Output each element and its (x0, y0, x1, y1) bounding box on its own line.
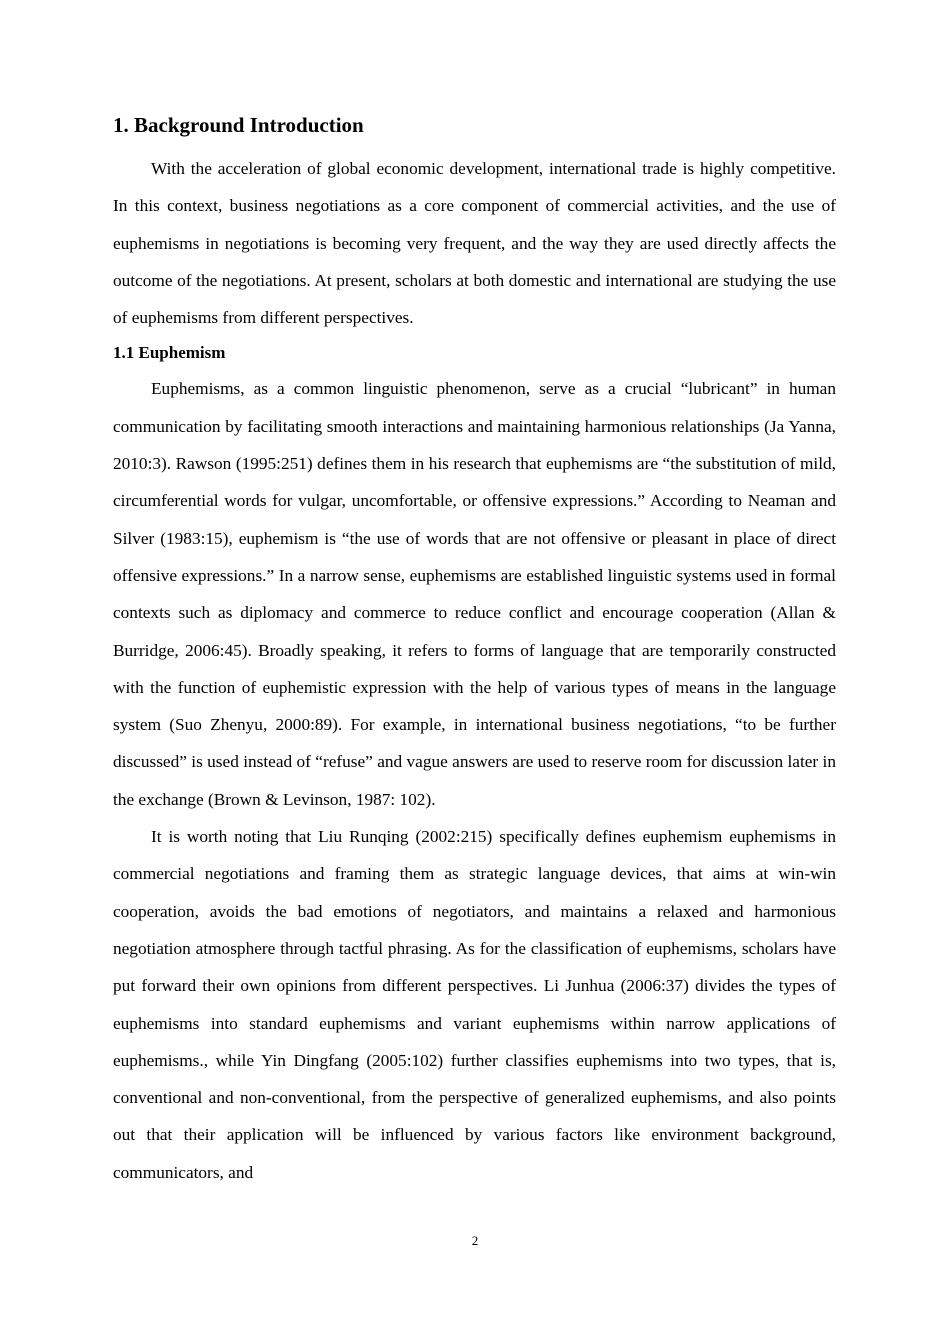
page-number: 2 (471, 1233, 479, 1248)
subsection-title: 1.1 Euphemism (113, 343, 226, 363)
euphemism-paragraph-2: It is worth noting that Liu Runqing (2002:215) specifically defines euphemism euphemisms in commercial negotiations and framing them as strategic language devices, that aims at win-win cooperation, avoids the bad emotions of negotiators, and maintains a relaxed and harmonious negotiation atmosphere through tactful phrasing. As for the classification of euphemisms, scholars have put forward their own opinions from different perspectives. Li Junhua (2006:37) divides the types of euphemisms into standard euphemisms and variant euphemisms within narrow applications of euphemisms., while Yin Dingfang (2005:102) further classifies euphemisms into two types, that is, conventional and non-conventional, from the perspective of generalized euphemisms, and also points out that their application will be influenced by various factors like environment background, communicators, and (113, 827, 836, 1182)
intro-paragraph: With the acceleration of global economic development, international trade is highly competitive. In this context, business negotiations as a core component of commercial activities, and the use of euphemisms in negotiations is becoming very frequent, and the way they are used directly affects the outcome of the negotiations. At present, scholars at both domestic and international are studying the use of euphemisms from different perspectives. (113, 159, 836, 328)
section-title: 1. Background Introduction (113, 113, 364, 137)
page-content (113, 110, 836, 1191)
euphemism-paragraph-1: Euphemisms, as a common linguistic phenomenon, serve as a crucial “lubricant” in human communication by facilitating smooth interactions and maintaining harmonious relationships (Ja Yanna, 2010:3). Rawson (1995:251) defines them in his research that euphemisms are “the substitution of mild, circumferential words for vulgar, uncomfortable, or offensive expressions.” According to Neaman and Silver (1983:15), euphemism is “the use of words that are not offensive or pleasant in place of direct offensive expressions.” In a narrow sense, euphemisms are established linguistic systems used in formal contexts such as diplomacy and commerce to reduce conflict and encourage cooperation (Allan & Burridge, 2006:45). Broadly speaking, it refers to forms of language that are temporarily constructed with the function of euphemistic expression with the help of various types of means in the language system (Suo Zhenyu, 2000:89). For example, in international business negotiations, “to be further discussed” is used instead of “refuse” and vague answers are used to reserve room for discussion later in the exchange (Brown & Levinson, 1987: 102). (113, 379, 836, 809)
